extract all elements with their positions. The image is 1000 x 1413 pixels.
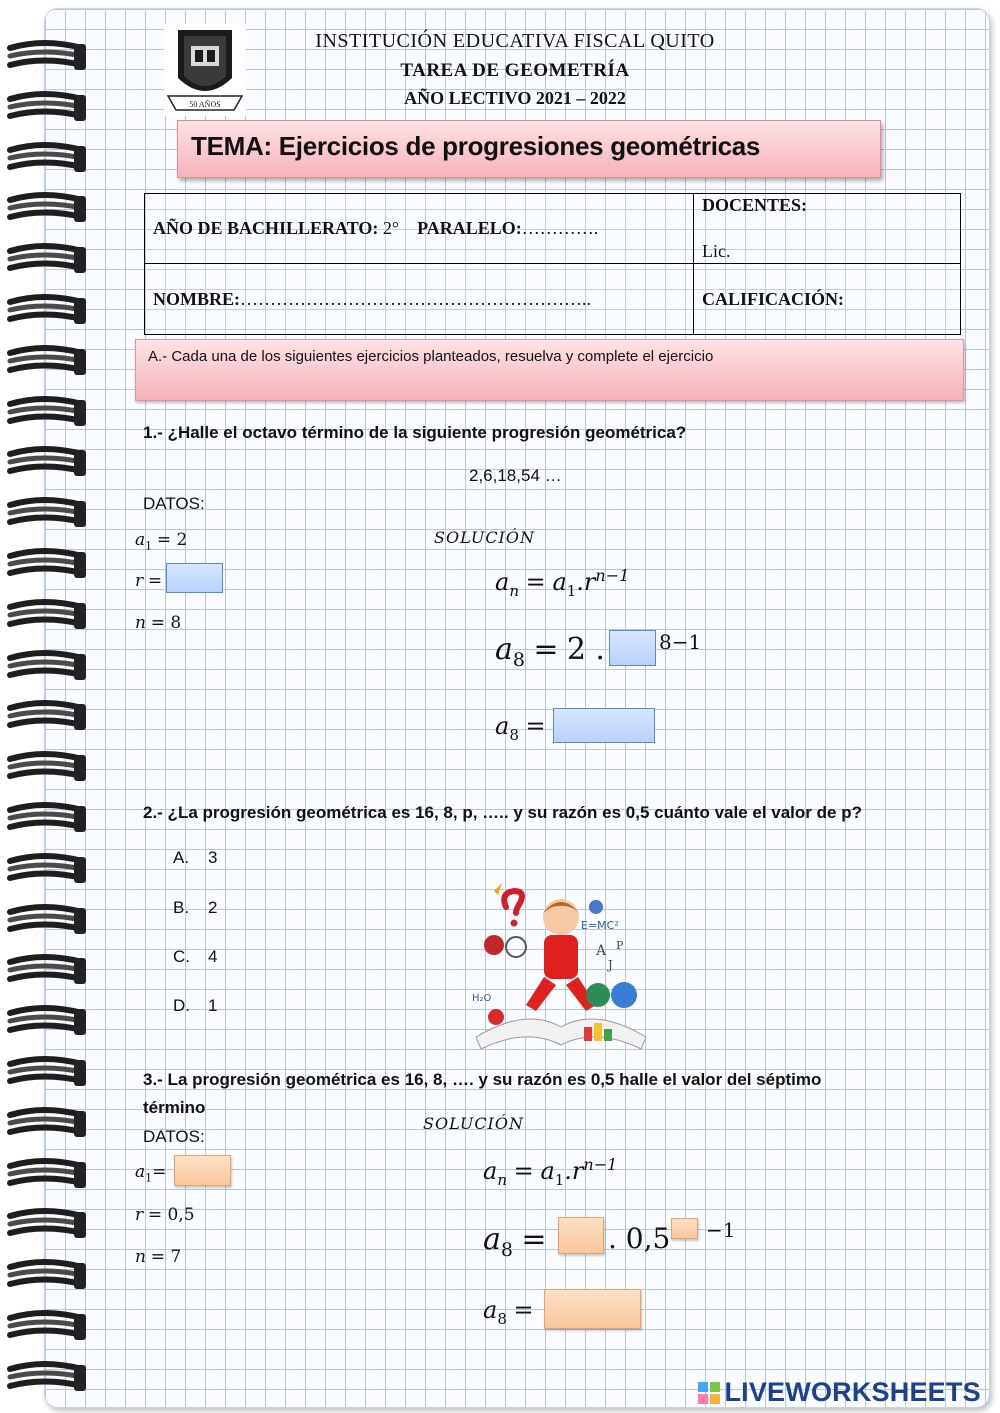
spiral-ring (4, 345, 88, 381)
q2-option-letter: D. (173, 996, 190, 1015)
question-2-title: 2.- ¿La progresión geométrica es 16, 8, p, ….. y su razón es 0,5 cuánto vale el valor de p? (143, 803, 862, 822)
liveworksheets-watermark: LIVEWORKSHEETS (698, 1377, 981, 1409)
spiral-ring (4, 1158, 88, 1194)
spiral-ring (4, 954, 88, 990)
paralelo-field[interactable]: …………. (521, 218, 599, 238)
q2-option[interactable] (173, 898, 217, 918)
institution-name: INSTITUCIÓN EDUCATIVA FISCAL QUITO (315, 30, 715, 52)
svg-text:A: A (596, 943, 607, 959)
q3-base-value: . 0,5 (608, 1222, 671, 1255)
q2-option-value: 3 (208, 848, 218, 867)
q3-exponent-minus-one: −1 (706, 1218, 736, 1242)
q1-r-data: r = (135, 571, 163, 591)
school-year: AÑO LECTIVO 2021 – 2022 (404, 88, 626, 108)
spiral-ring (4, 548, 88, 584)
spiral-ring (4, 650, 88, 686)
paralelo-label: PARALELO: (417, 218, 522, 238)
q1-solucion-label: SOLUCIÓN (434, 528, 535, 547)
year-label: AÑO DE BACHILLERATO: (153, 218, 379, 238)
school-logo (164, 24, 246, 116)
q3-r-data: r = 0,5 (135, 1205, 195, 1225)
h2o-formula-text: H₂O (472, 993, 492, 1004)
q1-ratio-input[interactable] (166, 563, 223, 593)
q3-solucion-label: SOLUCIÓN (423, 1114, 524, 1133)
spiral-ring (4, 1361, 88, 1397)
boy-thinking-illustration (466, 877, 656, 1055)
question-1-title: 1.- ¿Halle el octavo término de la siguiente progresión geométrica? (143, 423, 687, 442)
q1-sequence: 2,6,18,54 … (469, 466, 562, 485)
logo-banner-text: 50 AÑOS (189, 100, 221, 109)
q1-datos-label: DATOS: (143, 494, 205, 513)
calificacion-label: CALIFICACIÓN: (702, 289, 845, 309)
year-value: 2° (382, 218, 400, 238)
spiral-ring (4, 243, 88, 279)
spiral-ring (4, 192, 88, 228)
svg-text:P: P (616, 939, 624, 952)
spiral-ring (4, 91, 88, 127)
spiral-ring (4, 497, 88, 533)
question-3-title-line2: término (143, 1098, 206, 1117)
q2-option[interactable] (173, 947, 217, 967)
docente-value: Lic. (702, 241, 731, 261)
q3-first-term-input[interactable] (174, 1155, 231, 1186)
student-info-table (144, 193, 961, 335)
spiral-ring (4, 1056, 88, 1092)
q3-a1-data: $a_1=$ (135, 1162, 167, 1185)
q2-option-value: 2 (208, 898, 218, 917)
q3-general-formula: $a_n = a_1.r^{n-1}$ (483, 1155, 618, 1189)
spiral-ring (4, 1005, 88, 1041)
q1-result-row: $a_8$ = (495, 712, 546, 744)
topic-banner: TEMA: Ejercicios de progresiones geométricas (177, 120, 881, 178)
liveworksheets-logo-icon (698, 1382, 720, 1404)
spiral-ring (4, 700, 88, 736)
q3-n-data: n = 7 (135, 1247, 182, 1267)
instruction-banner: A.- Cada una de los siguientes ejercicios planteados, resuelva y complete el ejercicio (135, 339, 964, 401)
year-row (153, 218, 598, 239)
q2-option-letter: B. (173, 898, 190, 917)
q3-coefficient-input[interactable] (558, 1217, 604, 1254)
question-3-title-line1: 3.- La progresión geométrica es 16, 8, …. y su razón es 0,5 halle el valor del séptimo (143, 1070, 822, 1089)
spiral-ring (4, 1259, 88, 1295)
q3-substitution: $a_8$ = (483, 1222, 547, 1261)
spiral-ring (4, 396, 88, 432)
q1-n-data: n = 8 (135, 613, 182, 633)
spiral-ring (4, 853, 88, 889)
spiral-ring (4, 1107, 88, 1143)
docentes-label: DOCENTES: (702, 195, 808, 215)
spiral-ring (4, 1310, 88, 1346)
q1-exponent: 8−1 (659, 630, 702, 654)
q2-option-value: 4 (208, 947, 218, 966)
nombre-field[interactable]: ………………………………………………….. (240, 289, 591, 309)
spiral-ring (4, 904, 88, 940)
q2-option[interactable] (173, 996, 217, 1016)
q3-exponent-input[interactable] (671, 1218, 698, 1239)
spiral-ring (4, 40, 88, 76)
q2-option[interactable] (173, 848, 217, 868)
q2-option-letter: A. (173, 848, 190, 867)
q1-general-formula: $a_n = a_1.r^{n-1}$ (495, 566, 630, 600)
q1-base-input[interactable] (609, 630, 656, 666)
nombre-row (153, 289, 591, 310)
q3-result-row: $a_8$ = (483, 1296, 534, 1328)
spiral-ring (4, 599, 88, 635)
q1-a1-data: $a_1 = 2$ (135, 530, 188, 553)
q1-result-input[interactable] (553, 708, 655, 743)
spiral-ring (4, 294, 88, 330)
svg-text:J: J (608, 958, 613, 972)
q2-option-value: 1 (208, 996, 218, 1015)
q1-substitution: $a_8 = 2$ . (495, 632, 605, 671)
q3-result-input[interactable] (544, 1289, 641, 1329)
spiral-ring (4, 751, 88, 787)
spiral-ring (4, 446, 88, 482)
spiral-ring (4, 802, 88, 838)
spiral-ring (4, 1208, 88, 1244)
q2-option-letter: C. (173, 947, 190, 966)
nombre-label: NOMBRE: (153, 289, 240, 309)
assignment-title: TAREA DE GEOMETRÍA (400, 60, 630, 81)
q3-datos-label: DATOS: (143, 1127, 205, 1146)
emc-formula-text: E=MC² (581, 919, 619, 932)
spiral-ring (4, 142, 88, 178)
